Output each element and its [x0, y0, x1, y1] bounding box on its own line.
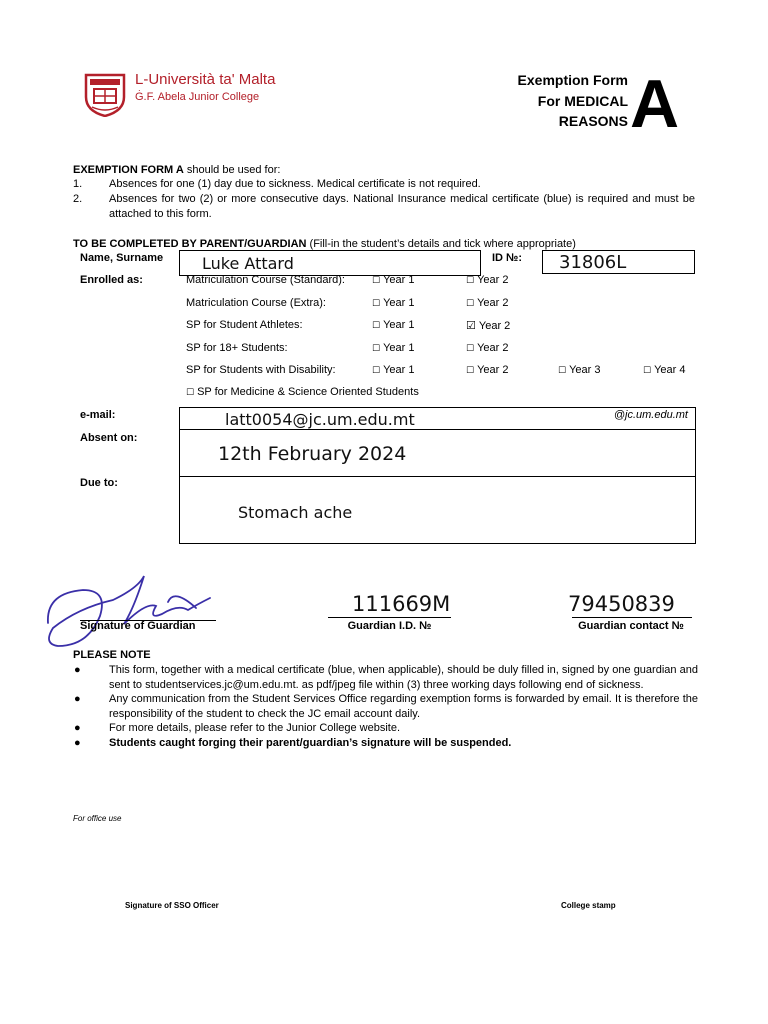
note-item	[73, 663, 698, 692]
course-name: SP for Students with Disability:	[186, 364, 336, 376]
checkbox-year-1[interactable]	[372, 342, 414, 354]
section-heading-rest: (Fill-in the student’s details and tick where appropriate)	[306, 238, 576, 250]
guardian-signature-image	[38, 568, 218, 658]
checkbox-icon: ☐	[466, 344, 475, 354]
name-value: Luke Attard	[202, 254, 294, 273]
form-title	[480, 70, 628, 132]
due-value: Stomach ache	[238, 503, 353, 522]
details-box	[179, 407, 696, 544]
due-to-field[interactable]	[180, 477, 695, 542]
checkbox-year-2[interactable]	[466, 364, 508, 376]
due-label: Due to:	[80, 477, 118, 489]
intro-item-number: 2.	[73, 193, 83, 205]
bullet: ●	[74, 736, 81, 749]
checkbox-year-3[interactable]	[558, 364, 600, 376]
absent-on-field[interactable]	[180, 430, 695, 476]
note-text: Students caught forging their parent/guardian’s signature will be suspended.	[109, 736, 512, 749]
checkbox-year-2[interactable]	[466, 342, 508, 354]
checkbox-label: Year 2	[477, 342, 509, 354]
note-item-warning	[73, 736, 698, 751]
intro-item	[73, 192, 698, 222]
intro-section	[73, 163, 698, 222]
intro-item-text: Absences for two (2) or more consecutive days. National Insurance medical certificate (blue) is required and must be attached to this form.	[109, 193, 695, 220]
checkbox-label: Year 1	[383, 364, 415, 376]
signature-line	[328, 617, 451, 618]
form-title-line-3: REASONS	[558, 113, 628, 129]
checkbox-label: Year 4	[654, 364, 686, 376]
checkbox-year-2[interactable]	[466, 297, 508, 309]
university-name: L-Università ta' Malta	[135, 71, 276, 88]
checkbox-year-4[interactable]	[643, 364, 685, 376]
checkbox-icon: ☐	[372, 321, 381, 331]
checkbox-label: SP for Medicine & Science Oriented Students	[197, 386, 419, 398]
checkbox-medicine-science[interactable]	[186, 386, 419, 398]
form-title-line-2: For MEDICAL	[537, 92, 628, 109]
checkbox-year-2[interactable]	[466, 274, 508, 286]
email-label: e-mail:	[80, 409, 116, 421]
section-heading-bold: TO BE COMPLETED BY PARENT/GUARDIAN	[73, 238, 307, 250]
checkbox-label: Year 2	[478, 320, 511, 332]
intro-lead	[73, 163, 698, 177]
email-field[interactable]	[180, 408, 695, 429]
guardian-id-value: 111669M	[352, 592, 451, 616]
checkbox-label: Year 3	[569, 364, 601, 376]
guardian-contact-value: 79450839	[568, 592, 675, 616]
guardian-signature-label: Signature of Guardian	[80, 620, 196, 632]
absent-value: 12th February 2024	[218, 443, 407, 465]
name-label: Name, Surname	[80, 252, 164, 264]
signature-line	[572, 617, 692, 618]
sso-signature-label: Signature of SSO Officer	[125, 901, 219, 910]
checkbox-year-1[interactable]	[372, 364, 414, 376]
id-field[interactable]	[542, 250, 695, 274]
course-name: SP for Student Athletes:	[186, 319, 303, 331]
intro-lead-bold: EXEMPTION FORM A	[73, 164, 184, 176]
checkbox-icon: ☐	[372, 276, 381, 286]
checkbox-year-1[interactable]	[372, 319, 414, 331]
bullet: ●	[74, 664, 81, 676]
note-text: This form, together with a medical certificate (blue, when applicable), should be duly filled in, signed by one guardian and sent to studentservices.jc@um.edu.mt. as pdf/jpeg file within (3) three working days following end of sickness.	[109, 664, 698, 691]
course-name: Matriculation Course (Standard):	[186, 274, 345, 286]
checkbox-label: Year 1	[383, 342, 415, 354]
checkbox-icon: ☐	[466, 366, 475, 376]
checkbox-year-2-checked[interactable]	[466, 319, 510, 332]
note-item	[73, 721, 698, 736]
please-note-heading: PLEASE NOTE	[73, 649, 151, 661]
note-text: Any communication from the Student Services Office regarding exemption forms is forwarded by email. It is therefore the responsibility of the student to check the JC email account daily.	[109, 693, 698, 720]
form-letter: A	[630, 66, 680, 142]
checkbox-icon: ☐	[372, 344, 381, 354]
bullet: ●	[74, 722, 81, 735]
checked-checkbox-icon: ☑	[466, 319, 476, 332]
note-text: For more details, please refer to the Junior College website.	[109, 722, 401, 735]
note-item	[73, 692, 698, 721]
id-label: ID №:	[492, 252, 522, 264]
checkbox-icon: ☐	[643, 366, 652, 376]
section-heading	[73, 237, 576, 251]
checkbox-year-1[interactable]	[372, 274, 414, 286]
checkbox-icon: ☐	[186, 388, 195, 398]
office-use-label: For office use	[73, 814, 122, 823]
email-domain-suffix: @jc.um.edu.mt	[613, 409, 688, 421]
guardian-contact-label: Guardian contact №	[578, 620, 684, 632]
intro-item-text: Absences for one (1) day due to sickness. Medical certificate is not required.	[109, 178, 481, 190]
enrolled-label: Enrolled as:	[80, 274, 143, 286]
note-list	[73, 663, 698, 751]
id-value: 31806L	[559, 252, 627, 273]
checkbox-icon: ☐	[558, 366, 567, 376]
checkbox-icon: ☐	[466, 299, 475, 309]
checkbox-label: Year 2	[477, 274, 509, 286]
guardian-id-label: Guardian I.D. №	[347, 620, 432, 632]
absent-label: Absent on:	[80, 432, 138, 444]
intro-item	[73, 177, 698, 192]
email-value: latt0054@jc.um.edu.mt	[225, 410, 415, 429]
course-name: Matriculation Course (Extra):	[186, 297, 326, 309]
checkbox-label: Year 2	[477, 297, 509, 309]
intro-item-number: 1.	[73, 178, 83, 190]
college-name: Ġ.F. Abela Junior College	[135, 91, 260, 103]
form-title-line-1: Exemption Form	[517, 72, 628, 88]
checkbox-label: Year 1	[383, 319, 415, 331]
name-field[interactable]	[179, 250, 481, 276]
intro-lead-rest: should be used for:	[183, 164, 281, 176]
checkbox-icon: ☐	[466, 276, 475, 286]
checkbox-label: Year 1	[383, 297, 415, 309]
college-stamp-label: College stamp	[561, 901, 616, 910]
checkbox-icon: ☐	[372, 366, 381, 376]
course-name: SP for 18+ Students:	[186, 342, 288, 354]
checkbox-label: Year 1	[383, 274, 415, 286]
checkbox-icon: ☐	[372, 299, 381, 309]
university-crest-logo	[82, 71, 128, 117]
checkbox-year-1[interactable]	[372, 297, 414, 309]
bullet: ●	[74, 693, 81, 706]
checkbox-label: Year 2	[477, 364, 509, 376]
